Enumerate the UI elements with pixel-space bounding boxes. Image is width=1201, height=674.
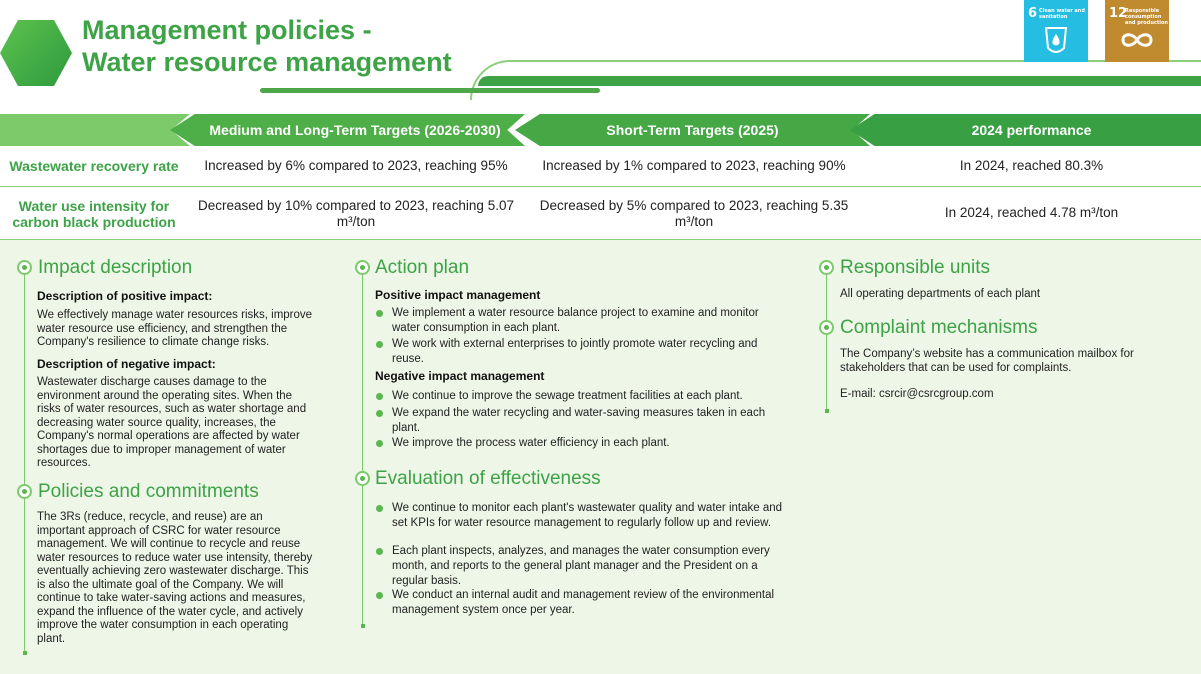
negative-impact-text: Wastewater discharge causes damage to the environment around the operating sites. When the risks of water resources, such as water shortage and decreasing water source quality, increases, the Company's normal operations are affected by water shortages due to improper management of water resources.	[37, 376, 307, 469]
page-title-line-1: Management policies -	[82, 15, 372, 45]
timeline-line	[24, 274, 25, 654]
timeline-end-dot	[825, 409, 829, 413]
section-marker-icon	[819, 260, 834, 275]
complaint-email[interactable]: E-mail: csrcir@csrcgroup.com	[840, 388, 994, 400]
sdg-12-badge	[1105, 0, 1169, 62]
sdg-6-badge	[1024, 0, 1088, 62]
list-item: Each plant inspects, analyzes, and manages the water consumption every month, and reports to the general plant manager and the President on a regular basis.	[392, 544, 782, 589]
infinity-icon	[1119, 30, 1155, 50]
header-short-term: Short-Term Targets (2025)	[606, 122, 779, 138]
complaint-text: The Company’s website has a communication mailbox for stakeholders that can be used for complaints.	[840, 348, 1134, 374]
sdg-12-label: Responsible consumption and production	[1125, 8, 1168, 26]
policies-title: Policies and commitments	[38, 481, 259, 502]
timeline-end-dot	[23, 651, 27, 655]
page-title-line-2: Water resource management	[82, 47, 452, 77]
header-performance: 2024 performance	[971, 122, 1092, 138]
evaluation-title: Evaluation of effectiveness	[375, 468, 601, 489]
timeline-line	[826, 274, 827, 412]
section-marker-icon	[355, 471, 370, 486]
cell-intensity-long-term: Decreased by 10% compared to 2023, reaching 5.07 m³/ton	[198, 198, 514, 229]
positive-management-heading: Positive impact management	[375, 288, 541, 302]
section-marker-icon	[355, 260, 370, 275]
row-separator	[0, 186, 1201, 187]
impact-title: Impact description	[38, 257, 193, 278]
negative-impact-heading: Description of negative impact:	[37, 357, 216, 371]
responsible-title: Responsible units	[840, 257, 990, 278]
list-item: We continue to improve the sewage treatment facilities at each plant.	[392, 389, 772, 404]
cell-intensity-short-term: Decreased by 5% compared to 2023, reaching 5.35 m³/ton	[539, 198, 849, 229]
list-item: We continue to monitor each plant's wastewater quality and water intake and set KPIs for water resource management to regularly follow up and review.	[392, 502, 783, 529]
policies-text: The 3Rs (reduce, recycle, and reuse) are an important approach of CSRC for water resource management. We will continue to recycle and reuse water resources to reduce water use intensity, thereby eventually achieving zero wastewater discharge. This is also the ultimate goal of the Company. We will continue to take water-saving actions and measures, expand the influence of the water cycle, and actively improve the water consumption in each operating plant.	[37, 511, 313, 645]
section-marker-icon	[819, 320, 834, 335]
title-hexagon	[0, 20, 72, 86]
row-label-water-intensity: Water use intensity for carbon black production	[12, 198, 176, 230]
list-item: We implement a water resource balance project to examine and monitor water consumption in each plant.	[392, 306, 772, 336]
header-segment-lead	[0, 114, 190, 146]
responsible-text: All operating departments of each plant	[840, 288, 1041, 300]
complaint-title: Complaint mechanisms	[840, 317, 1038, 338]
positive-impact-heading: Description of positive impact:	[37, 289, 213, 303]
cell-wastewater-long-term: Increased by 6% compared to 2023, reaching 95%	[204, 158, 508, 173]
section-marker-icon	[17, 260, 32, 275]
sdg-6-number: 6	[1028, 6, 1038, 21]
cell-wastewater-performance: In 2024, reached 80.3%	[959, 158, 1104, 173]
timeline-line	[362, 274, 363, 626]
header-bar	[478, 76, 1201, 86]
row-label-wastewater: Wastewater recovery rate	[9, 158, 179, 174]
cell-intensity-performance: In 2024, reached 4.78 m³/ton	[944, 205, 1119, 220]
negative-management-heading: Negative impact management	[375, 369, 545, 383]
sdg-6-label: Clean water and sanitation	[1039, 8, 1085, 20]
header-long-term: Medium and Long-Term Targets (2026-2030)	[209, 122, 501, 138]
sdg-12-number: 12	[1109, 6, 1128, 21]
water-drop-icon	[1044, 26, 1068, 56]
section-marker-icon	[17, 484, 32, 499]
action-plan-title: Action plan	[375, 257, 470, 278]
positive-impact-text: We effectively manage water resources risks, improve water resource use efficiency, and strengthen the Company's resilience to climate change risks.	[37, 309, 313, 348]
cell-wastewater-short-term: Increased by 1% compared to 2023, reaching 90%	[542, 158, 846, 173]
list-item: We improve the process water efficiency in each plant.	[392, 436, 772, 451]
list-item: We expand the water recycling and water-saving measures taken in each plant.	[392, 406, 772, 436]
page-title	[82, 14, 452, 78]
title-underline	[260, 88, 600, 93]
list-item: We work with external enterprises to jointly promote water recycling and reuse.	[392, 337, 772, 367]
timeline-end-dot	[361, 624, 365, 628]
list-item: We conduct an internal audit and management review of the environmental management system once per year.	[392, 588, 782, 618]
